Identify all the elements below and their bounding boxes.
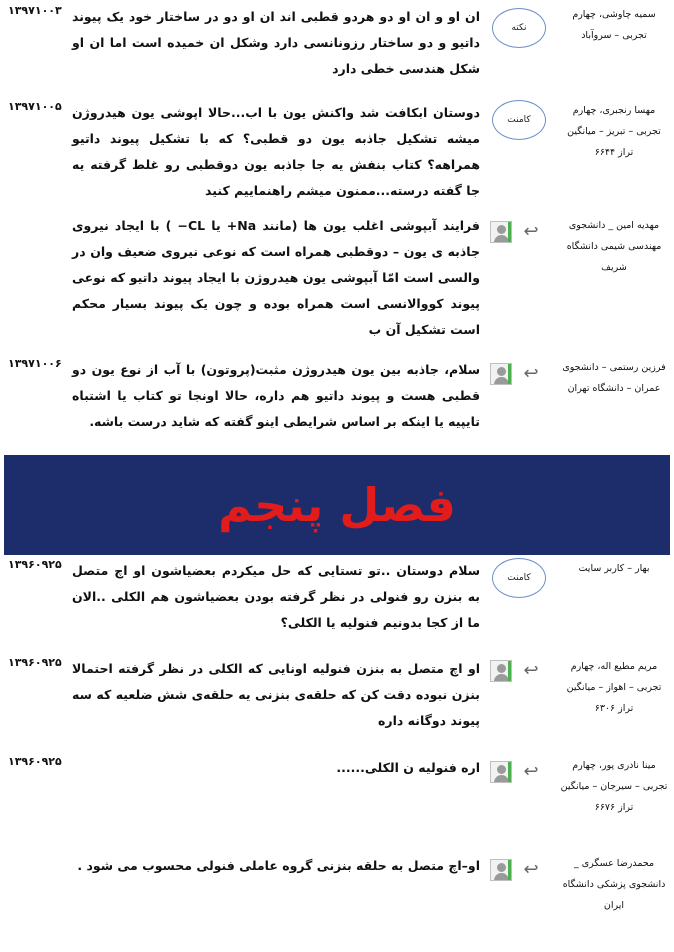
note-badge[interactable]: نکته	[492, 8, 546, 48]
comment-badge[interactable]: کامنت	[492, 558, 546, 598]
reply-controls	[490, 859, 550, 883]
comment-author: بهار – کاربر سایت	[578, 563, 650, 574]
user-avatar-icon	[490, 660, 512, 682]
user-avatar-icon	[490, 761, 512, 783]
user-avatar-icon	[490, 363, 512, 385]
reply-author: مهدیه امین _ دانشجوی مهندسی شیمی دانشگاه شریف	[566, 220, 662, 273]
reply-controls	[490, 221, 550, 245]
reply-text: فرایند آبپوشی اغلب یون ها (مانند Na+ یا CL− ) با ایجاد نیروی جاذبه ی یون – دوقطبی همراه است که نوعی نیروی ضعیف وان در والسی است امّا آبپوشی یون هیدروژن با ایجاد پیوند داتیو که نوعی پیوند کووالانسی است همراه بوده و چون یک پیوند بسیار محکم است تشکیل آن ب	[72, 218, 480, 337]
reply-author: مینا نادری پور، چهارم تجربی – سیرجان – میانگین تراز ۶۶۷۶	[560, 760, 668, 813]
reply-date: ۱۳۹۷۱۰۰۶	[8, 357, 62, 370]
reply-controls	[490, 761, 550, 785]
reply-text: او–اچ متصل به حلقه بنزنی گروه عاملی فنولی محسوب می شود .	[77, 858, 480, 873]
comment-text: دوستان ابکافت شد واکنش یون با اب...حالا اپوشی یون هیدروژن میشه تشکیل جاذبه یون دو قطبی؟ که با تشکیل پیوند داتیو همراهه؟ کتاب بنفش یه جا جاذبه یون دوقطبی رو غلط گرفته یه جا گفته درسته...ممنون میشم راهنماییم کنید	[72, 105, 480, 198]
reply-author: محمدرضا عسگری _ دانشجوی پزشکی دانشگاه ایران	[562, 858, 666, 911]
comment-author: سمیه چاوشی، چهارم تجربی – سروآباد	[572, 9, 656, 41]
comment-text: سلام دوستان ..تو تستایی که حل میکردم بعضیاشون او اچ متصل به بنزن رو فنولی در نظر گرفته بودن بعضیاشون هم الکلی ..الان ما از کجا بدونیم فنولیه یا الکلی؟	[72, 563, 480, 630]
section-banner	[4, 455, 670, 555]
reply-text: او اچ متصل به بنزن فنولیه اونایی که الکلی در نظر گرفته احتمالا بنزن نبوده دقت کن که حلقه‌ی بنزنی یه حلقه‌ی شش ضلعیه که سه پیوند دوگانه داره	[72, 661, 480, 728]
reply-text: اره فنولیه ن الکلی......	[336, 760, 480, 775]
reply-date: ۱۳۹۶۰۹۲۵	[8, 755, 62, 768]
reply-arrow-icon[interactable]: ↩	[523, 660, 539, 681]
comment-date: ۱۳۹۶۰۹۲۵	[8, 558, 62, 571]
reply-controls	[490, 363, 550, 387]
user-avatar-icon	[490, 221, 512, 243]
comment-author: مهسا رنجبری، چهارم تجربی – تبریز – میانگین تراز ۶۶۴۴	[567, 105, 661, 158]
reply-arrow-icon[interactable]: ↩	[523, 221, 539, 242]
section-title: فصل پنجم	[218, 478, 456, 532]
reply-arrow-icon[interactable]: ↩	[523, 363, 539, 384]
comment-date: ۱۳۹۷۱۰۰۳	[8, 4, 62, 17]
reply-arrow-icon[interactable]: ↩	[523, 761, 539, 782]
comment-date: ۱۳۹۷۱۰۰۵	[8, 100, 62, 113]
comment-text: ان او و ان او دو هردو قطبی اند ان او دو در ساختار خود یک پیوند داتیو و دو ساختار رزونانسی دارد وشکل ان خمیده است اما ان او شکل هندسی خطی دارد	[72, 9, 480, 76]
user-avatar-icon	[490, 859, 512, 881]
reply-controls	[490, 660, 550, 684]
reply-author: فرزین رستمی – دانشجوی عمران – دانشگاه تهران	[562, 362, 666, 394]
reply-date: ۱۳۹۶۰۹۲۵	[8, 656, 62, 669]
comment-badge[interactable]: کامنت	[492, 100, 546, 140]
reply-arrow-icon[interactable]: ↩	[523, 859, 539, 880]
reply-author: مریم مطیع اله، چهارم تجربی – اهواز – میانگین تراز ۶۳۰۶	[566, 661, 662, 714]
reply-text: سلام، جاذبه بین یون هیدروژن مثبت(پروتون) با آب از نوع یون دو قطبی هست و پیوند داتیو هم داره، حالا اونجا تو کتاب یا اشتباه تایپیه یا اینکه بر اساس شرایطی اینو گفته که شاید درست باشه.	[72, 362, 480, 429]
